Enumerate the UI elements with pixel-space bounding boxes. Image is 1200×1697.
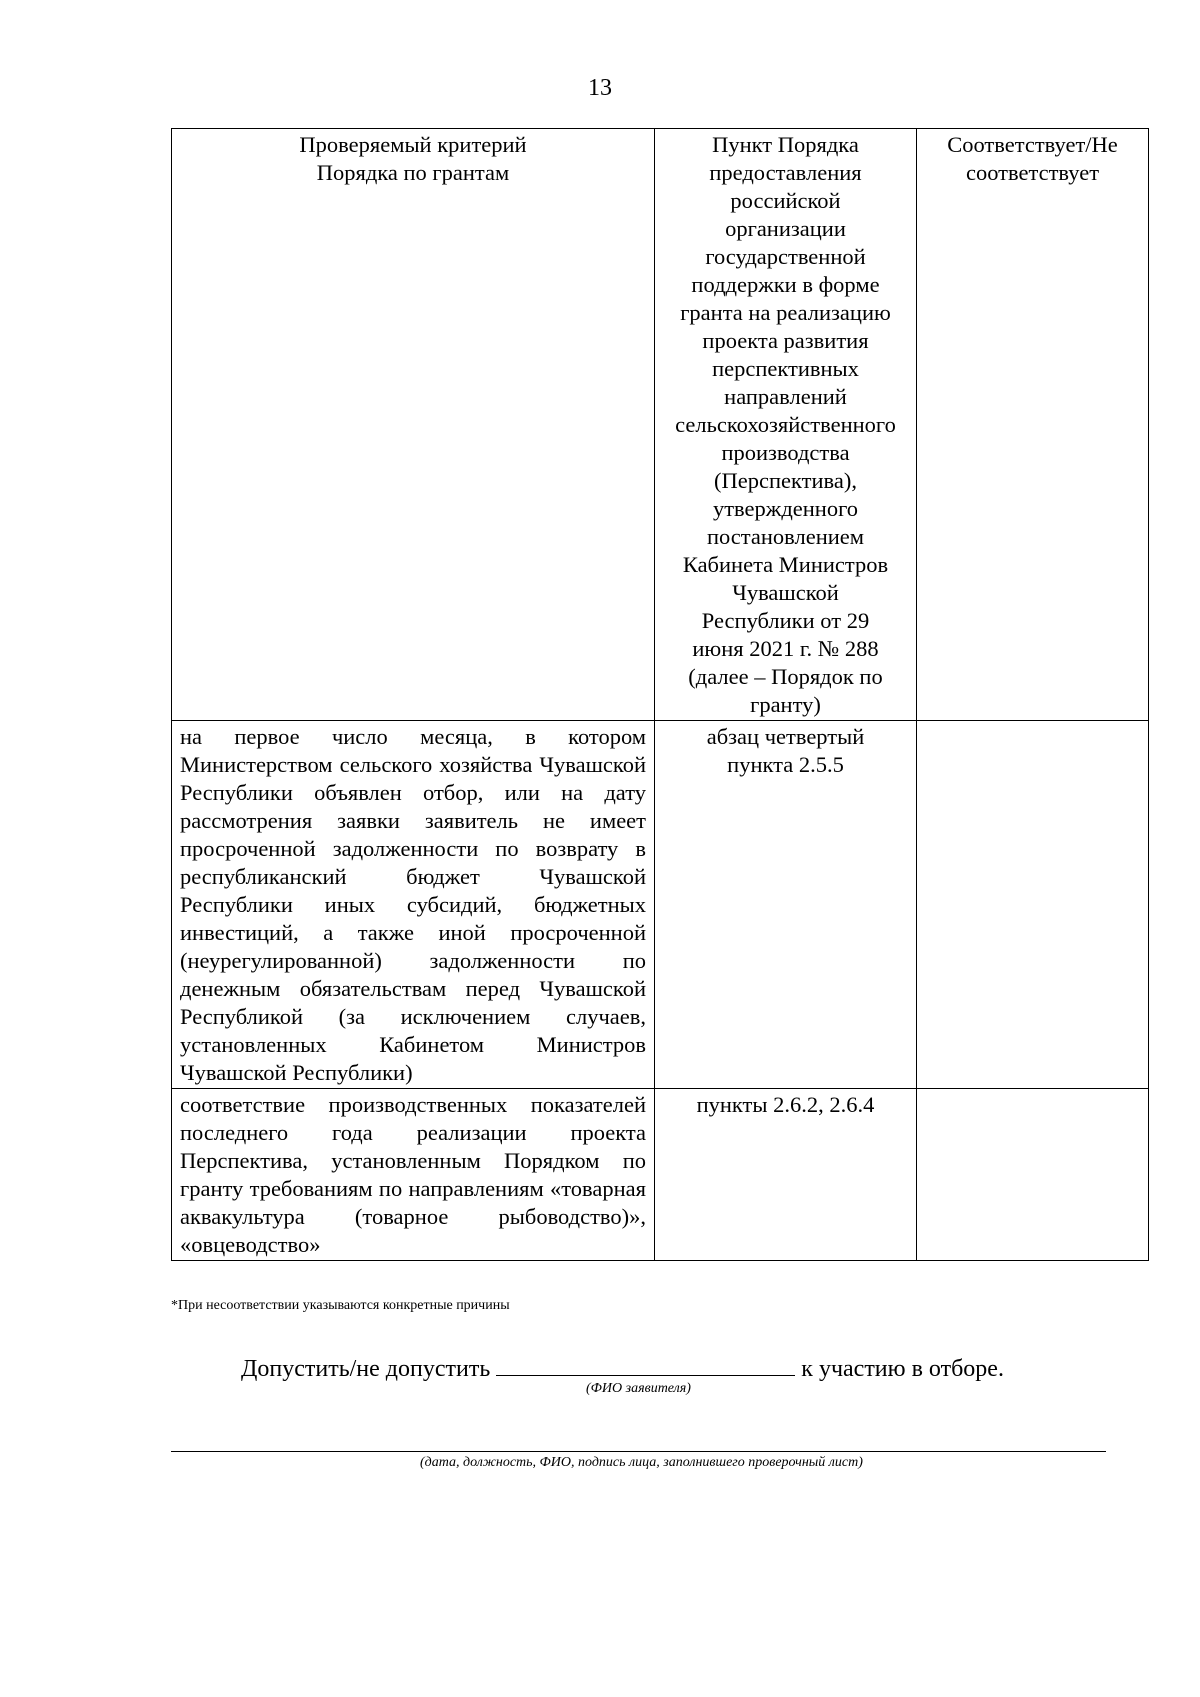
admission-prefix: Допустить/не допустить	[241, 1356, 491, 1382]
table-row	[172, 721, 1149, 1089]
row-clause: пункты 2.6.2, 2.6.4	[655, 1089, 917, 1261]
fio-caption: (ФИО заявителя)	[586, 1381, 691, 1396]
row-criterion: на первое число месяца, в котором Министерством сельского хозяйства Чувашской Республики объявлен отбор, или на дату рассмотрения заявки заявитель не имеет просроченной задолженности по возврату в республиканский бюджет Чувашской Республики иных субсидий, бюджетных инвестиций, а также иной просроченной (неурегулированной) задолженности по денежным обязательствам перед Чувашской Республикой (за исключением случаев, установленных Кабинетом Министров Чувашской Республики)	[172, 721, 655, 1089]
header-criterion: Проверяемый критерий Порядка по грантам	[172, 129, 655, 721]
admission-suffix: к участию в отборе.	[801, 1356, 1004, 1382]
header-clause: Пункт Порядка предоставления российской организации государственной поддержки в форме гранта на реализацию проекта развития перспективных направлений сельскохозяйственного производства (Перспектива), утвержденного постановлением Кабинета Министров Чувашской Республики от 29 июня 2021 г. № 288 (далее – Порядок по гранту)	[655, 129, 917, 721]
row-compliance[interactable]	[917, 1089, 1149, 1261]
row-compliance[interactable]	[917, 721, 1149, 1089]
signature-caption: (дата, должность, ФИО, подпись лица, заполнившего проверочный лист)	[420, 1455, 863, 1470]
row-clause: абзац четвертый пункта 2.5.5	[655, 721, 917, 1089]
header-compliance: Соответствует/Не соответствует	[917, 129, 1149, 721]
page-number: 13	[588, 75, 612, 101]
applicant-name-blank[interactable]	[496, 1353, 795, 1376]
signature-line[interactable]	[171, 1451, 1106, 1452]
footnote: *При несоответствии указываются конкретные причины	[171, 1298, 510, 1313]
table-header-row	[172, 129, 1149, 721]
criteria-table	[171, 128, 1149, 1261]
row-criterion: соответствие производственных показателей последнего года реализации проекта Перспектива, установленным Порядком по гранту требованиям по направлениям «товарная аквакультура (товарное рыбоводство)», «овцеводство»	[172, 1089, 655, 1261]
admission-line	[241, 1353, 1004, 1383]
table-row	[172, 1089, 1149, 1261]
